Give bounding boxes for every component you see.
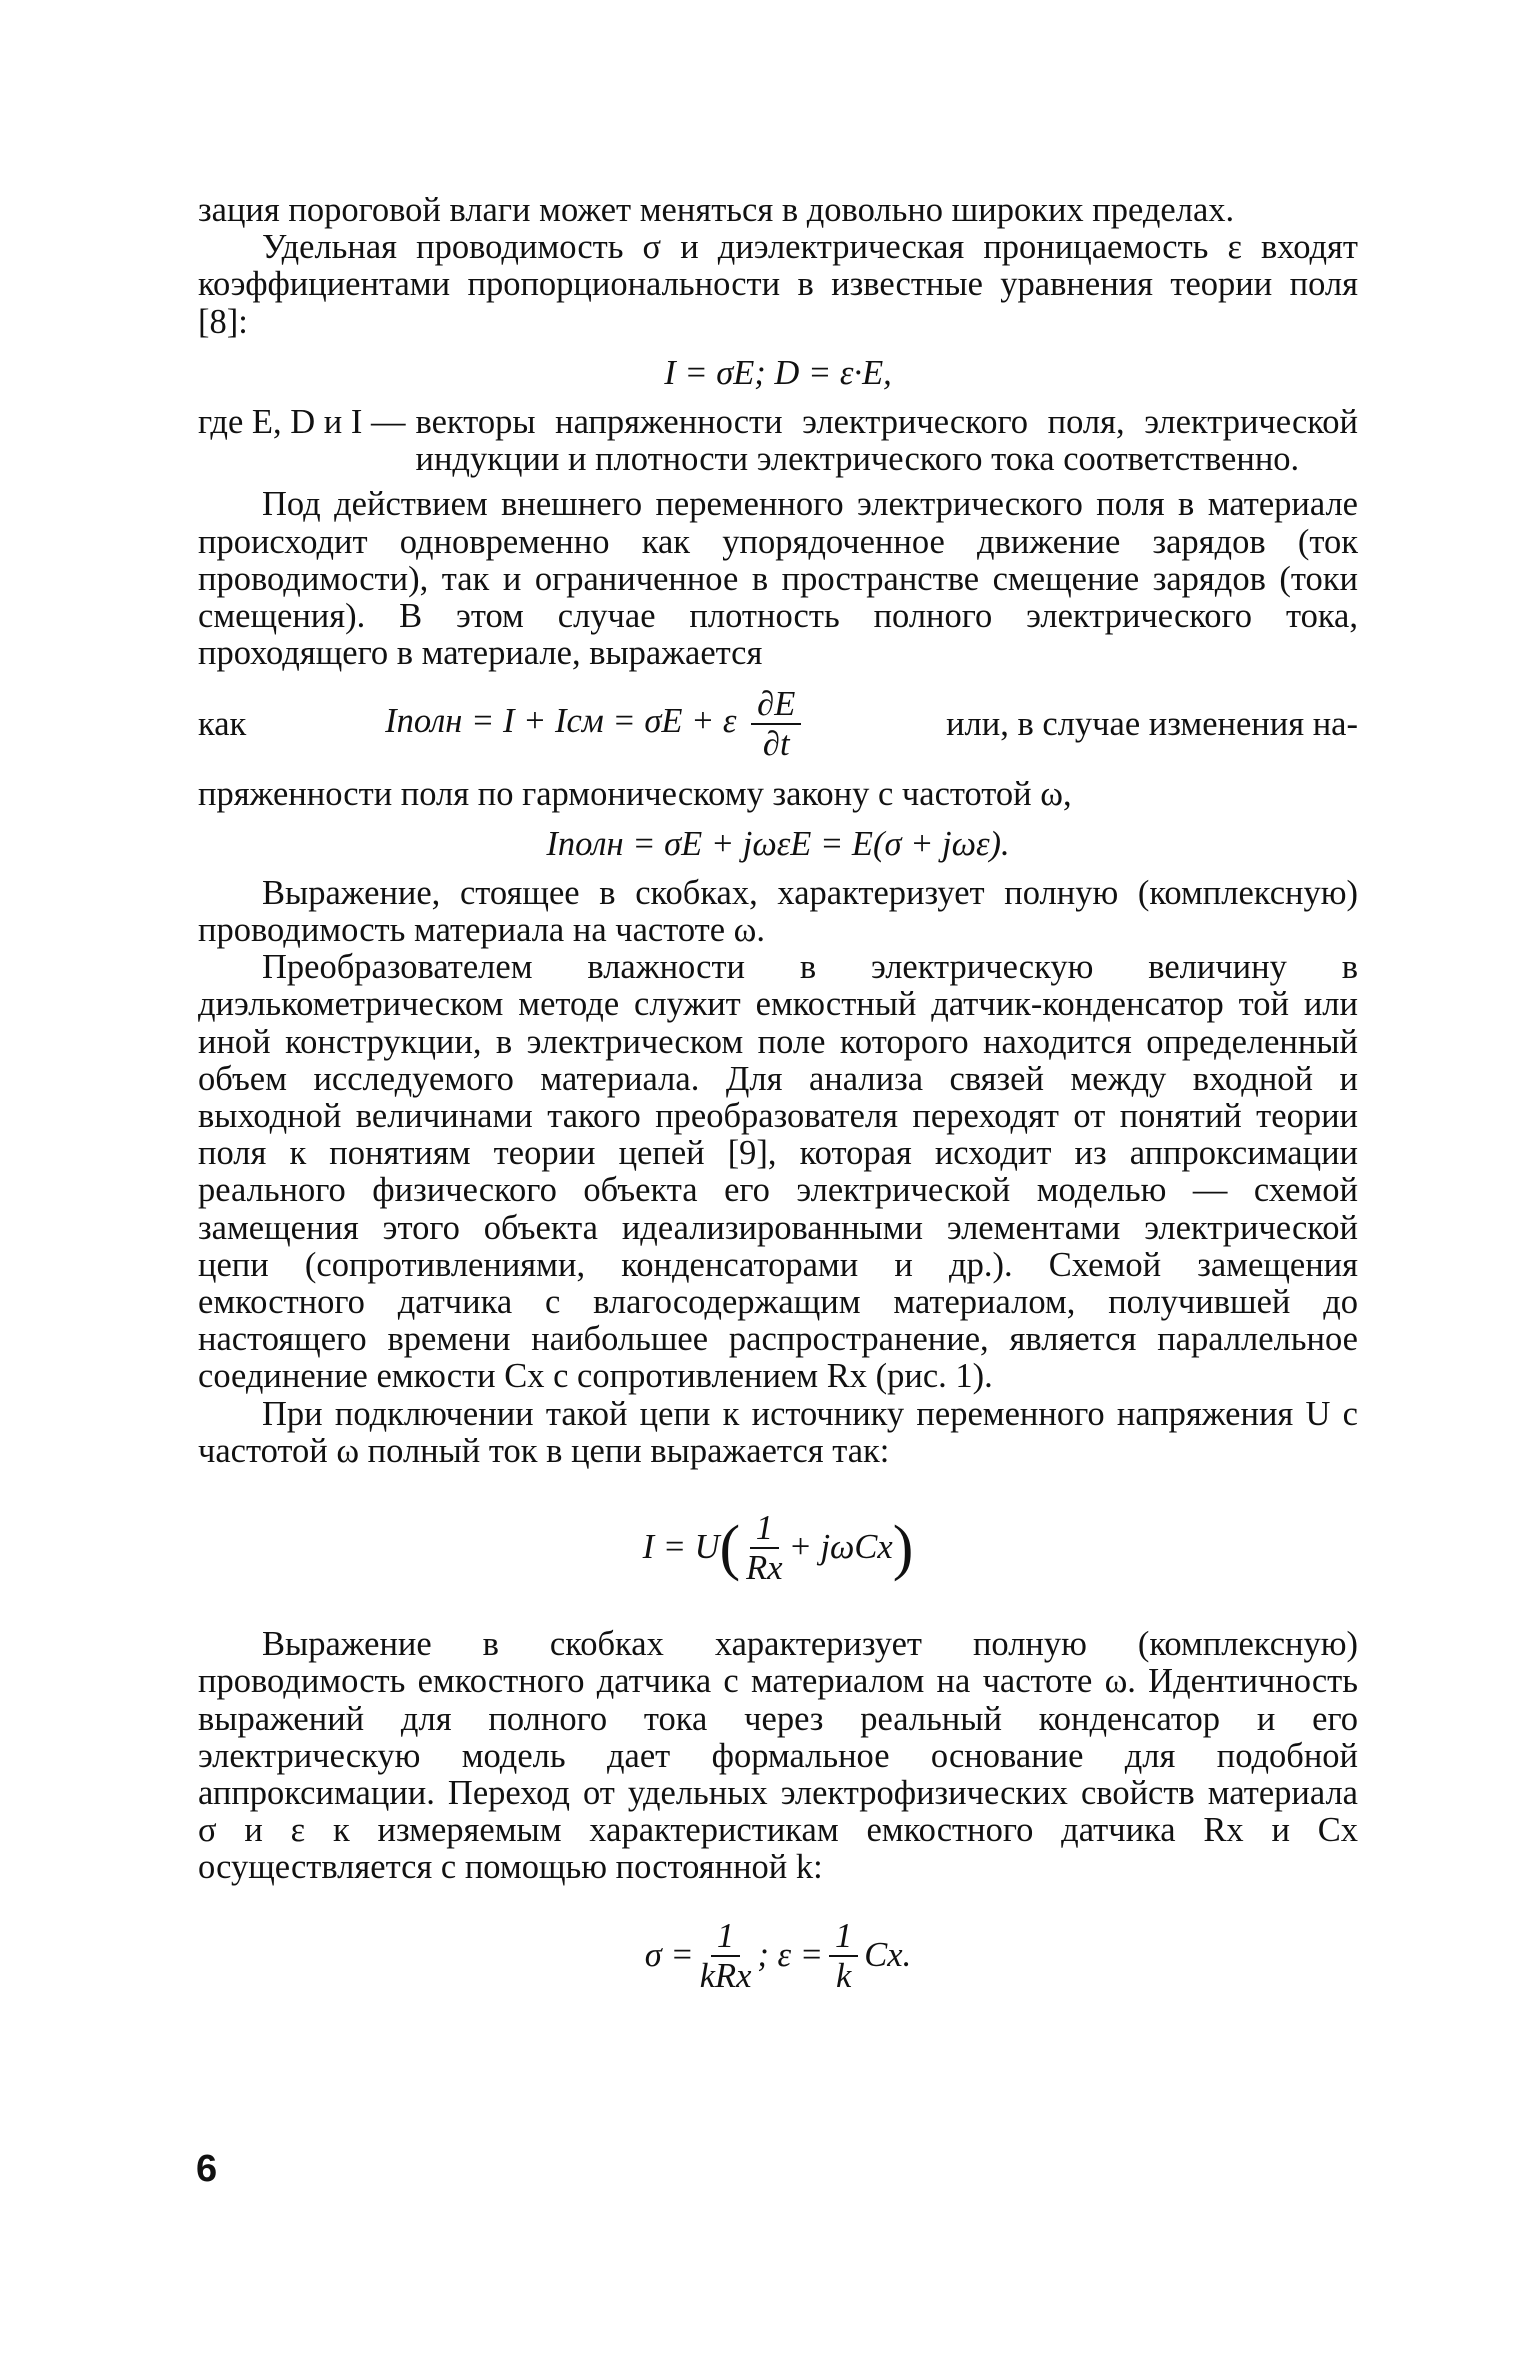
page-number: 6 (196, 2148, 218, 2190)
close-paren: ) (892, 1514, 914, 1583)
paragraph-6: Преобразователем влажности в электрическую величину в диэлькометрическом методе служит емкостный датчик-конденсатор той или иной конструкции, в электрическом поле которого находится определенный объем исследуемого материала. Для анализа связей между входной и выходной величинами такого преобразователя переходят от понятий теории поля к понятиям теории цепей [9], которая исходит из аппроксимации реального физического объекта его электрической моделью — схемой замещения этого объекта идеализированными элементами электрической цепи (сопротивлениями, конденсаторами и др.). Схемой замещения емкостного датчика с влагосодержащим материалом, получившей до настоящего времени наибольшее распространение, является параллельное соединение емкости Cx с сопротивлением Rx (рис. 1). (198, 948, 1358, 1396)
fraction-numerator: 1 (750, 1509, 779, 1549)
formula-lead: как (198, 704, 247, 743)
formula-lhs: Iполн = I + Iсм = σE + ε (385, 702, 737, 741)
fraction-1-k (829, 1917, 858, 1995)
fraction-1-kRx (700, 1917, 752, 1995)
fraction-denominator: Rx (746, 1549, 783, 1588)
paragraph-7: При подключении такой цепи к источнику переменного напряжения U с частотой ω полный ток в цепи выражается так: (198, 1394, 1358, 1470)
fraction-denominator: kRx (699, 1956, 752, 1995)
definition-lead: где E, D и I — (198, 403, 406, 442)
fraction-denominator: k (835, 1956, 852, 1995)
paragraph-8: Выражение в скобках характеризует полную (комплексную) проводимость емкостного датчика с материалом на частоте ω. Идентичность выражений для полного тока через реальный конденсатор и его электрическую модель дает формальное основание для подобной аппроксимации. Переход от удельных электрофизических свойств материала σ и ε к измеряемым характеристикам емкостного датчика Rx и Cx осуществляется с помощью постоянной k: (198, 1625, 1358, 1887)
fraction-denominator: ∂t (762, 725, 790, 764)
fraction-1-Rx (746, 1509, 782, 1587)
fraction-numerator: 1 (711, 1917, 740, 1957)
paragraph-3: Под действием внешнего переменного электрического поля в материале происходит одновременно как упорядоченное движение зарядов (ток проводимости), так и ограниченное в пространстве смещение зарядов (токи смещения). В этом случае плотность полного электрического тока, проходящего в материале, выражается (198, 485, 1358, 673)
formula-circuit-current (198, 1488, 1358, 1608)
definition-body: векторы напряженности электрического поля, электрической индукции и плотности электрического тока соответственно. (415, 403, 1358, 479)
fraction-dE-dt (751, 685, 801, 763)
formula-sigma: σ = (644, 1935, 694, 1974)
formula-circuit-lhs: I = U (642, 1528, 720, 1567)
formula-cx: Cx. (864, 1935, 912, 1974)
formula-tail: или, в случае изменения на- (946, 704, 1358, 743)
fraction-numerator: 1 (829, 1917, 858, 1957)
formula-harmonic: Iполн = σE + jωεE = E(σ + jωε). (546, 824, 1010, 863)
formula-epsilon: ; ε = (757, 1935, 824, 1974)
definition-block (198, 404, 1358, 478)
body-text (198, 192, 1358, 2011)
open-paren: ( (719, 1514, 741, 1583)
paragraph-1: зация пороговой влаги может меняться в довольно широких пределах. (198, 191, 1235, 229)
paragraph-2: Удельная проводимость σ и диэлектрическая проницаемость ε входят коэффициентами пропорциональности в известные уравнения теории поля [8]: (198, 228, 1358, 341)
formula-total-current (198, 672, 1358, 776)
paragraph-5: Выражение, стоящее в скобках, характеризует полную (комплексную) проводимость материала на частоте ω. (198, 873, 1358, 950)
formula-constants (198, 1901, 1358, 2011)
fraction-numerator: ∂E (751, 685, 801, 725)
formula-field-equations: I = σE; D = ε·E, (664, 353, 892, 392)
paragraph-4: пряженности поля по гармоническому закону с частотой ω, (198, 775, 1072, 814)
formula-circuit-tail: + jωCx (788, 1528, 893, 1567)
